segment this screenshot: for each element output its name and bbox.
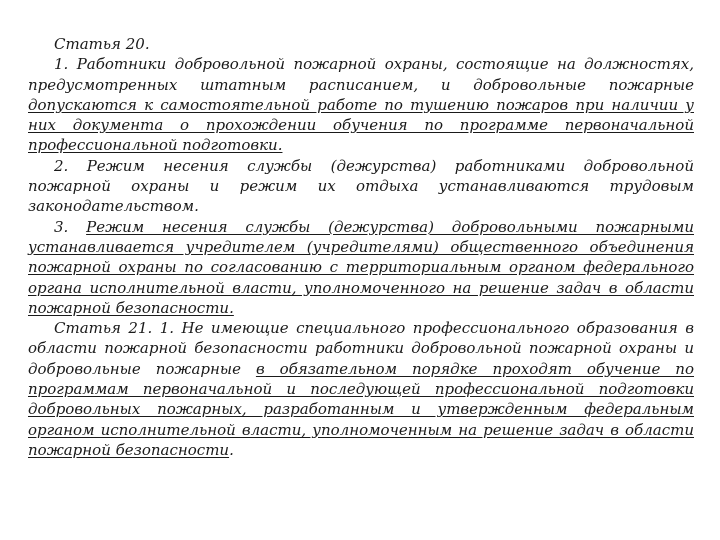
paragraph-article-21 xyxy=(28,318,694,460)
paragraph-article-20-item-1 xyxy=(28,54,694,155)
document-body xyxy=(28,34,694,460)
underlined-segment: Режим несения службы (дежурства) добровольными пожарными устанавливается учредителем (учредителями) общественного объединения пожарной охраны по согласованию с территориальным органом федерального органа исполнительной власти, уполномоченного на решение задач в области пожарной безопасности. xyxy=(28,217,694,317)
text-segment: 1. Работники добровольной пожарной охраны, состоящие на должностях, предусмотренных штатным расписанием, и добровольные пожарные xyxy=(28,55,694,94)
paragraph-article-20-item-3 xyxy=(28,217,694,318)
text-segment: . xyxy=(229,440,234,459)
text-segment: Статья 20. xyxy=(54,35,150,53)
text-segment: 3. xyxy=(54,217,87,236)
text-segment: 2. Режим несения службы (дежурства) работниками добровольной пожарной охраны и режим их отдыха устанавливаются трудовым законодательством. xyxy=(28,156,694,216)
paragraph-article-20-heading xyxy=(28,34,694,54)
underlined-segment: в обязательном порядке проходят обучение по программам первоначальной и последующей профессиональной подготовки добровольных пожарных, разработанным и утвержденным федеральным органом исполнительной власти, уполномоченным на решение задач в области пожарной безопасности xyxy=(28,359,695,459)
underlined-segment: допускаются к самостоятельной работе по тушению пожаров при наличии у них документа о прохождении обучения по программе первоначальной профессиональной подготовки. xyxy=(28,95,694,155)
text-segment: Статья 21. 1. Не имеющие специального профессионального образования в области пожарной безопасности работники добровольной пожарной охраны и добровольные пожарные xyxy=(28,319,694,378)
paragraph-article-20-item-2 xyxy=(28,156,694,217)
